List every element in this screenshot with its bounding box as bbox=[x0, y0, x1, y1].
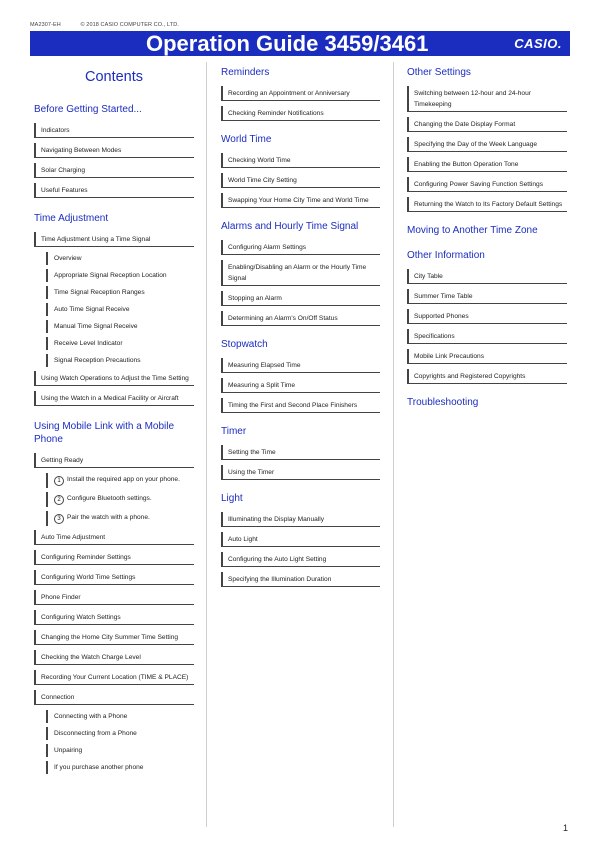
step-number-2: 2 bbox=[54, 495, 64, 505]
contents-heading: Contents bbox=[84, 69, 144, 85]
toc-item[interactable]: Configuring World Time Settings bbox=[34, 570, 194, 585]
toc-item[interactable]: Configuring the Auto Light Setting bbox=[221, 552, 380, 567]
brand-logo: CASIO. bbox=[514, 36, 562, 51]
toc-item[interactable]: Configuring Power Saving Function Settings bbox=[407, 177, 567, 192]
toc-item[interactable]: Solar Charging bbox=[34, 163, 194, 178]
toc-subitem[interactable]: Auto Time Signal Receive bbox=[46, 303, 194, 316]
section-before-getting-started[interactable]: Before Getting Started... bbox=[34, 104, 142, 115]
page-title: Operation Guide 3459/3461 bbox=[146, 31, 429, 56]
toc-item[interactable]: Configuring Alarm Settings bbox=[221, 240, 380, 255]
toc-item[interactable]: Summer Time Table bbox=[407, 289, 567, 304]
toc-item[interactable]: Specifying the Illumination Duration bbox=[221, 572, 380, 587]
toc-item[interactable]: Switching between 12-hour and 24-hour Timekeeping bbox=[407, 86, 567, 112]
column-divider bbox=[393, 62, 394, 827]
section-mobile-link[interactable]: Using Mobile Link with a Mobile Phone bbox=[34, 421, 175, 445]
toc-item[interactable]: Copyrights and Registered Copyrights bbox=[407, 369, 567, 384]
toc-item[interactable]: Indicators bbox=[34, 123, 194, 138]
toc-item[interactable]: Configuring Reminder Settings bbox=[34, 550, 194, 565]
toc-item[interactable]: Configuring Watch Settings bbox=[34, 610, 194, 625]
toc-item[interactable]: Timing the First and Second Place Finishers bbox=[221, 398, 380, 413]
toc-item[interactable]: Returning the Watch to Its Factory Default Settings bbox=[407, 197, 567, 212]
toc-step[interactable] bbox=[46, 473, 194, 488]
column-divider bbox=[206, 62, 207, 827]
toc-item[interactable]: Connection bbox=[34, 690, 194, 705]
step-number-1: 1 bbox=[54, 476, 64, 486]
step-number-3: 3 bbox=[54, 514, 64, 524]
title-bar bbox=[30, 31, 570, 56]
toc-item[interactable]: Stopping an Alarm bbox=[221, 291, 380, 306]
toc-item[interactable]: Illuminating the Display Manually bbox=[221, 512, 380, 527]
toc-item[interactable]: Supported Phones bbox=[407, 309, 567, 324]
step-text: Configure Bluetooth settings. bbox=[67, 495, 152, 502]
toc-subitem[interactable]: Appropriate Signal Reception Location bbox=[46, 269, 194, 282]
section-other-information[interactable]: Other Information bbox=[407, 250, 485, 261]
toc-item[interactable]: Auto Light bbox=[221, 532, 380, 547]
toc-item[interactable]: Changing the Date Display Format bbox=[407, 117, 567, 132]
toc-step[interactable] bbox=[46, 511, 194, 526]
section-other-settings[interactable]: Other Settings bbox=[407, 67, 471, 78]
toc-item[interactable]: Checking the Watch Charge Level bbox=[34, 650, 194, 665]
section-light[interactable]: Light bbox=[221, 493, 243, 504]
section-reminders[interactable]: Reminders bbox=[221, 67, 270, 78]
page-number: 1 bbox=[562, 823, 568, 833]
section-moving-time-zone[interactable]: Moving to Another Time Zone bbox=[407, 225, 538, 236]
toc-item[interactable]: Determining an Alarm's On/Off Status bbox=[221, 311, 380, 326]
copyright-text: © 2018 CASIO COMPUTER CO., LTD. bbox=[80, 22, 179, 28]
toc-item[interactable]: Using Watch Operations to Adjust the Time Setting bbox=[34, 371, 194, 386]
doc-code: MA2307-EH bbox=[30, 22, 61, 28]
section-time-adjustment[interactable]: Time Adjustment bbox=[34, 213, 109, 224]
toc-subitem[interactable]: Receive Level Indicator bbox=[46, 337, 194, 350]
toc-item[interactable]: World Time City Setting bbox=[221, 173, 380, 188]
toc-subitem[interactable]: Manual Time Signal Receive bbox=[46, 320, 194, 333]
toc-item[interactable]: Phone Finder bbox=[34, 590, 194, 605]
toc-item[interactable]: Time Adjustment Using a Time Signal bbox=[34, 232, 194, 247]
toc-item[interactable]: Using the Watch in a Medical Facility or Aircraft bbox=[34, 391, 194, 406]
toc-item[interactable]: Checking Reminder Notifications bbox=[221, 106, 380, 121]
toc-item[interactable]: Enabling/Disabling an Alarm or the Hourly Time Signal bbox=[221, 260, 380, 286]
toc-item[interactable]: Auto Time Adjustment bbox=[34, 530, 194, 545]
toc-item[interactable]: Enabling the Button Operation Tone bbox=[407, 157, 567, 172]
toc-subitem[interactable]: Signal Reception Precautions bbox=[46, 354, 194, 367]
section-troubleshooting[interactable]: Troubleshooting bbox=[407, 397, 479, 408]
toc-item[interactable]: Specifications bbox=[407, 329, 567, 344]
section-stopwatch[interactable]: Stopwatch bbox=[221, 339, 268, 350]
toc-item[interactable]: Useful Features bbox=[34, 183, 194, 198]
toc-item[interactable]: Changing the Home City Summer Time Setting bbox=[34, 630, 194, 645]
toc-item[interactable]: City Table bbox=[407, 269, 567, 284]
toc-item[interactable]: Navigating Between Modes bbox=[34, 143, 194, 158]
toc-item[interactable]: Recording an Appointment or Anniversary bbox=[221, 86, 380, 101]
toc-item[interactable]: Measuring a Split Time bbox=[221, 378, 380, 393]
toc-subitem[interactable]: If you purchase another phone bbox=[46, 761, 194, 774]
toc-item[interactable]: Using the Timer bbox=[221, 465, 380, 480]
toc-step[interactable] bbox=[46, 492, 194, 507]
toc-subitem[interactable]: Unpairing bbox=[46, 744, 194, 757]
section-world-time[interactable]: World Time bbox=[221, 134, 272, 145]
step-text: Pair the watch with a phone. bbox=[67, 514, 150, 521]
toc-item[interactable]: Measuring Elapsed Time bbox=[221, 358, 380, 373]
contents-column-3 bbox=[407, 66, 567, 416]
toc-subitem[interactable]: Overview bbox=[46, 252, 194, 265]
step-text: Install the required app on your phone. bbox=[67, 476, 180, 483]
doc-header-line bbox=[30, 22, 179, 28]
toc-subitem[interactable]: Connecting with a Phone bbox=[46, 710, 194, 723]
contents-column-2 bbox=[221, 66, 380, 592]
toc-item[interactable]: Mobile Link Precautions bbox=[407, 349, 567, 364]
contents-column-1 bbox=[34, 62, 194, 778]
toc-subitem[interactable]: Time Signal Reception Ranges bbox=[46, 286, 194, 299]
section-timer[interactable]: Timer bbox=[221, 426, 247, 437]
toc-item[interactable]: Recording Your Current Location (TIME & PLACE) bbox=[34, 670, 194, 685]
toc-item[interactable]: Specifying the Day of the Week Language bbox=[407, 137, 567, 152]
toc-item[interactable]: Swapping Your Home City Time and World Time bbox=[221, 193, 380, 208]
toc-item[interactable]: Checking World Time bbox=[221, 153, 380, 168]
toc-item[interactable]: Setting the Time bbox=[221, 445, 380, 460]
toc-item[interactable]: Getting Ready bbox=[34, 453, 194, 468]
toc-subitem[interactable]: Disconnecting from a Phone bbox=[46, 727, 194, 740]
section-alarms[interactable]: Alarms and Hourly Time Signal bbox=[221, 221, 359, 232]
